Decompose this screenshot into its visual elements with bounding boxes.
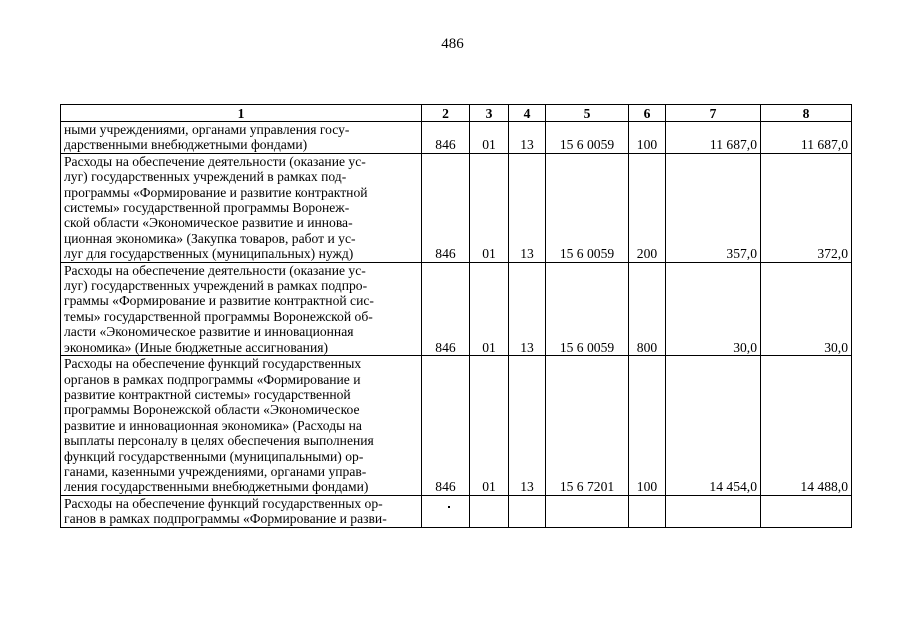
- table-row: [61, 356, 852, 496]
- column-header: 3: [470, 105, 509, 122]
- scan-speck: [448, 506, 450, 508]
- cell-target-article: 15 6 0059: [546, 122, 629, 154]
- page-number: 486: [441, 36, 464, 52]
- table-row: [61, 495, 852, 527]
- cell-target-article: 15 6 7201: [546, 356, 629, 496]
- cell-code: 846: [422, 262, 470, 355]
- column-header: 1: [61, 105, 422, 122]
- cell-section: 01: [470, 356, 509, 496]
- budget-table: [60, 104, 852, 528]
- table-row: [61, 122, 852, 154]
- cell-code: 846: [422, 122, 470, 154]
- row-description: Расходы на обеспечение деятельности (оказание ус- луг) государственных учреждений в рамках под- программы «Формирование и развитие контрактной системы» государственной программы Воронеж- ской области «Экономическое развитие и иннова- ционная экономика» (Закупка товаров, работ и ус- луг для государственных (муниципальных) нужд): [61, 153, 422, 262]
- cell-amount-1: 30,0: [666, 262, 761, 355]
- column-header: 8: [761, 105, 852, 122]
- cell-code: 846: [422, 153, 470, 262]
- cell-target-article: 15 6 0059: [546, 262, 629, 355]
- table-row: [61, 153, 852, 262]
- column-header: 4: [509, 105, 546, 122]
- cell-subsection: 13: [509, 356, 546, 496]
- table-header-row: [61, 105, 852, 122]
- cell-subsection: 13: [509, 153, 546, 262]
- cell-subsection: [509, 495, 546, 527]
- row-description: ными учреждениями, органами управления госу- дарственными внебюджетными фондами): [61, 122, 422, 154]
- cell-section: 01: [470, 262, 509, 355]
- cell-amount-2: [761, 495, 852, 527]
- cell-amount-1: [666, 495, 761, 527]
- cell-expense-type: 800: [629, 262, 666, 355]
- cell-target-article: [546, 495, 629, 527]
- column-header: 2: [422, 105, 470, 122]
- column-header: 6: [629, 105, 666, 122]
- row-description: Расходы на обеспечение функций государственных ор- ганов в рамках подпрограммы «Формирование и разви-: [61, 495, 422, 527]
- cell-expense-type: [629, 495, 666, 527]
- cell-amount-2: 14 488,0: [761, 356, 852, 496]
- cell-amount-2: 11 687,0: [761, 122, 852, 154]
- cell-section: 01: [470, 122, 509, 154]
- cell-expense-type: 100: [629, 356, 666, 496]
- cell-amount-1: 11 687,0: [666, 122, 761, 154]
- cell-subsection: 13: [509, 122, 546, 154]
- cell-section: [470, 495, 509, 527]
- column-header: 7: [666, 105, 761, 122]
- row-description: Расходы на обеспечение функций государственных органов в рамках подпрограммы «Формирование и развитие контрактной системы» государственной программы Воронежской области «Экономическое развитие и инновационная экономика» (Расходы на выплаты персоналу в целях обеспечения выполнения функций государственными (муниципальными) ор- ганами, казенными учреждениями, органами управ- ления государственными внебюджетными фондами): [61, 356, 422, 496]
- cell-code: [422, 495, 470, 527]
- column-header: 5: [546, 105, 629, 122]
- table-row: [61, 262, 852, 355]
- cell-section: 01: [470, 153, 509, 262]
- cell-amount-2: 30,0: [761, 262, 852, 355]
- cell-subsection: 13: [509, 262, 546, 355]
- row-description: Расходы на обеспечение деятельности (оказание ус- луг) государственных учреждений в рамках подпро- граммы «Формирование и развитие контрактной сис- темы» государственной программы Воронежской об- ласти «Экономическое развитие и инновационная экономика» (Иные бюджетные ассигнования): [61, 262, 422, 355]
- cell-code: 846: [422, 356, 470, 496]
- cell-expense-type: 200: [629, 153, 666, 262]
- cell-amount-1: 14 454,0: [666, 356, 761, 496]
- cell-target-article: 15 6 0059: [546, 153, 629, 262]
- cell-amount-1: 357,0: [666, 153, 761, 262]
- cell-amount-2: 372,0: [761, 153, 852, 262]
- cell-expense-type: 100: [629, 122, 666, 154]
